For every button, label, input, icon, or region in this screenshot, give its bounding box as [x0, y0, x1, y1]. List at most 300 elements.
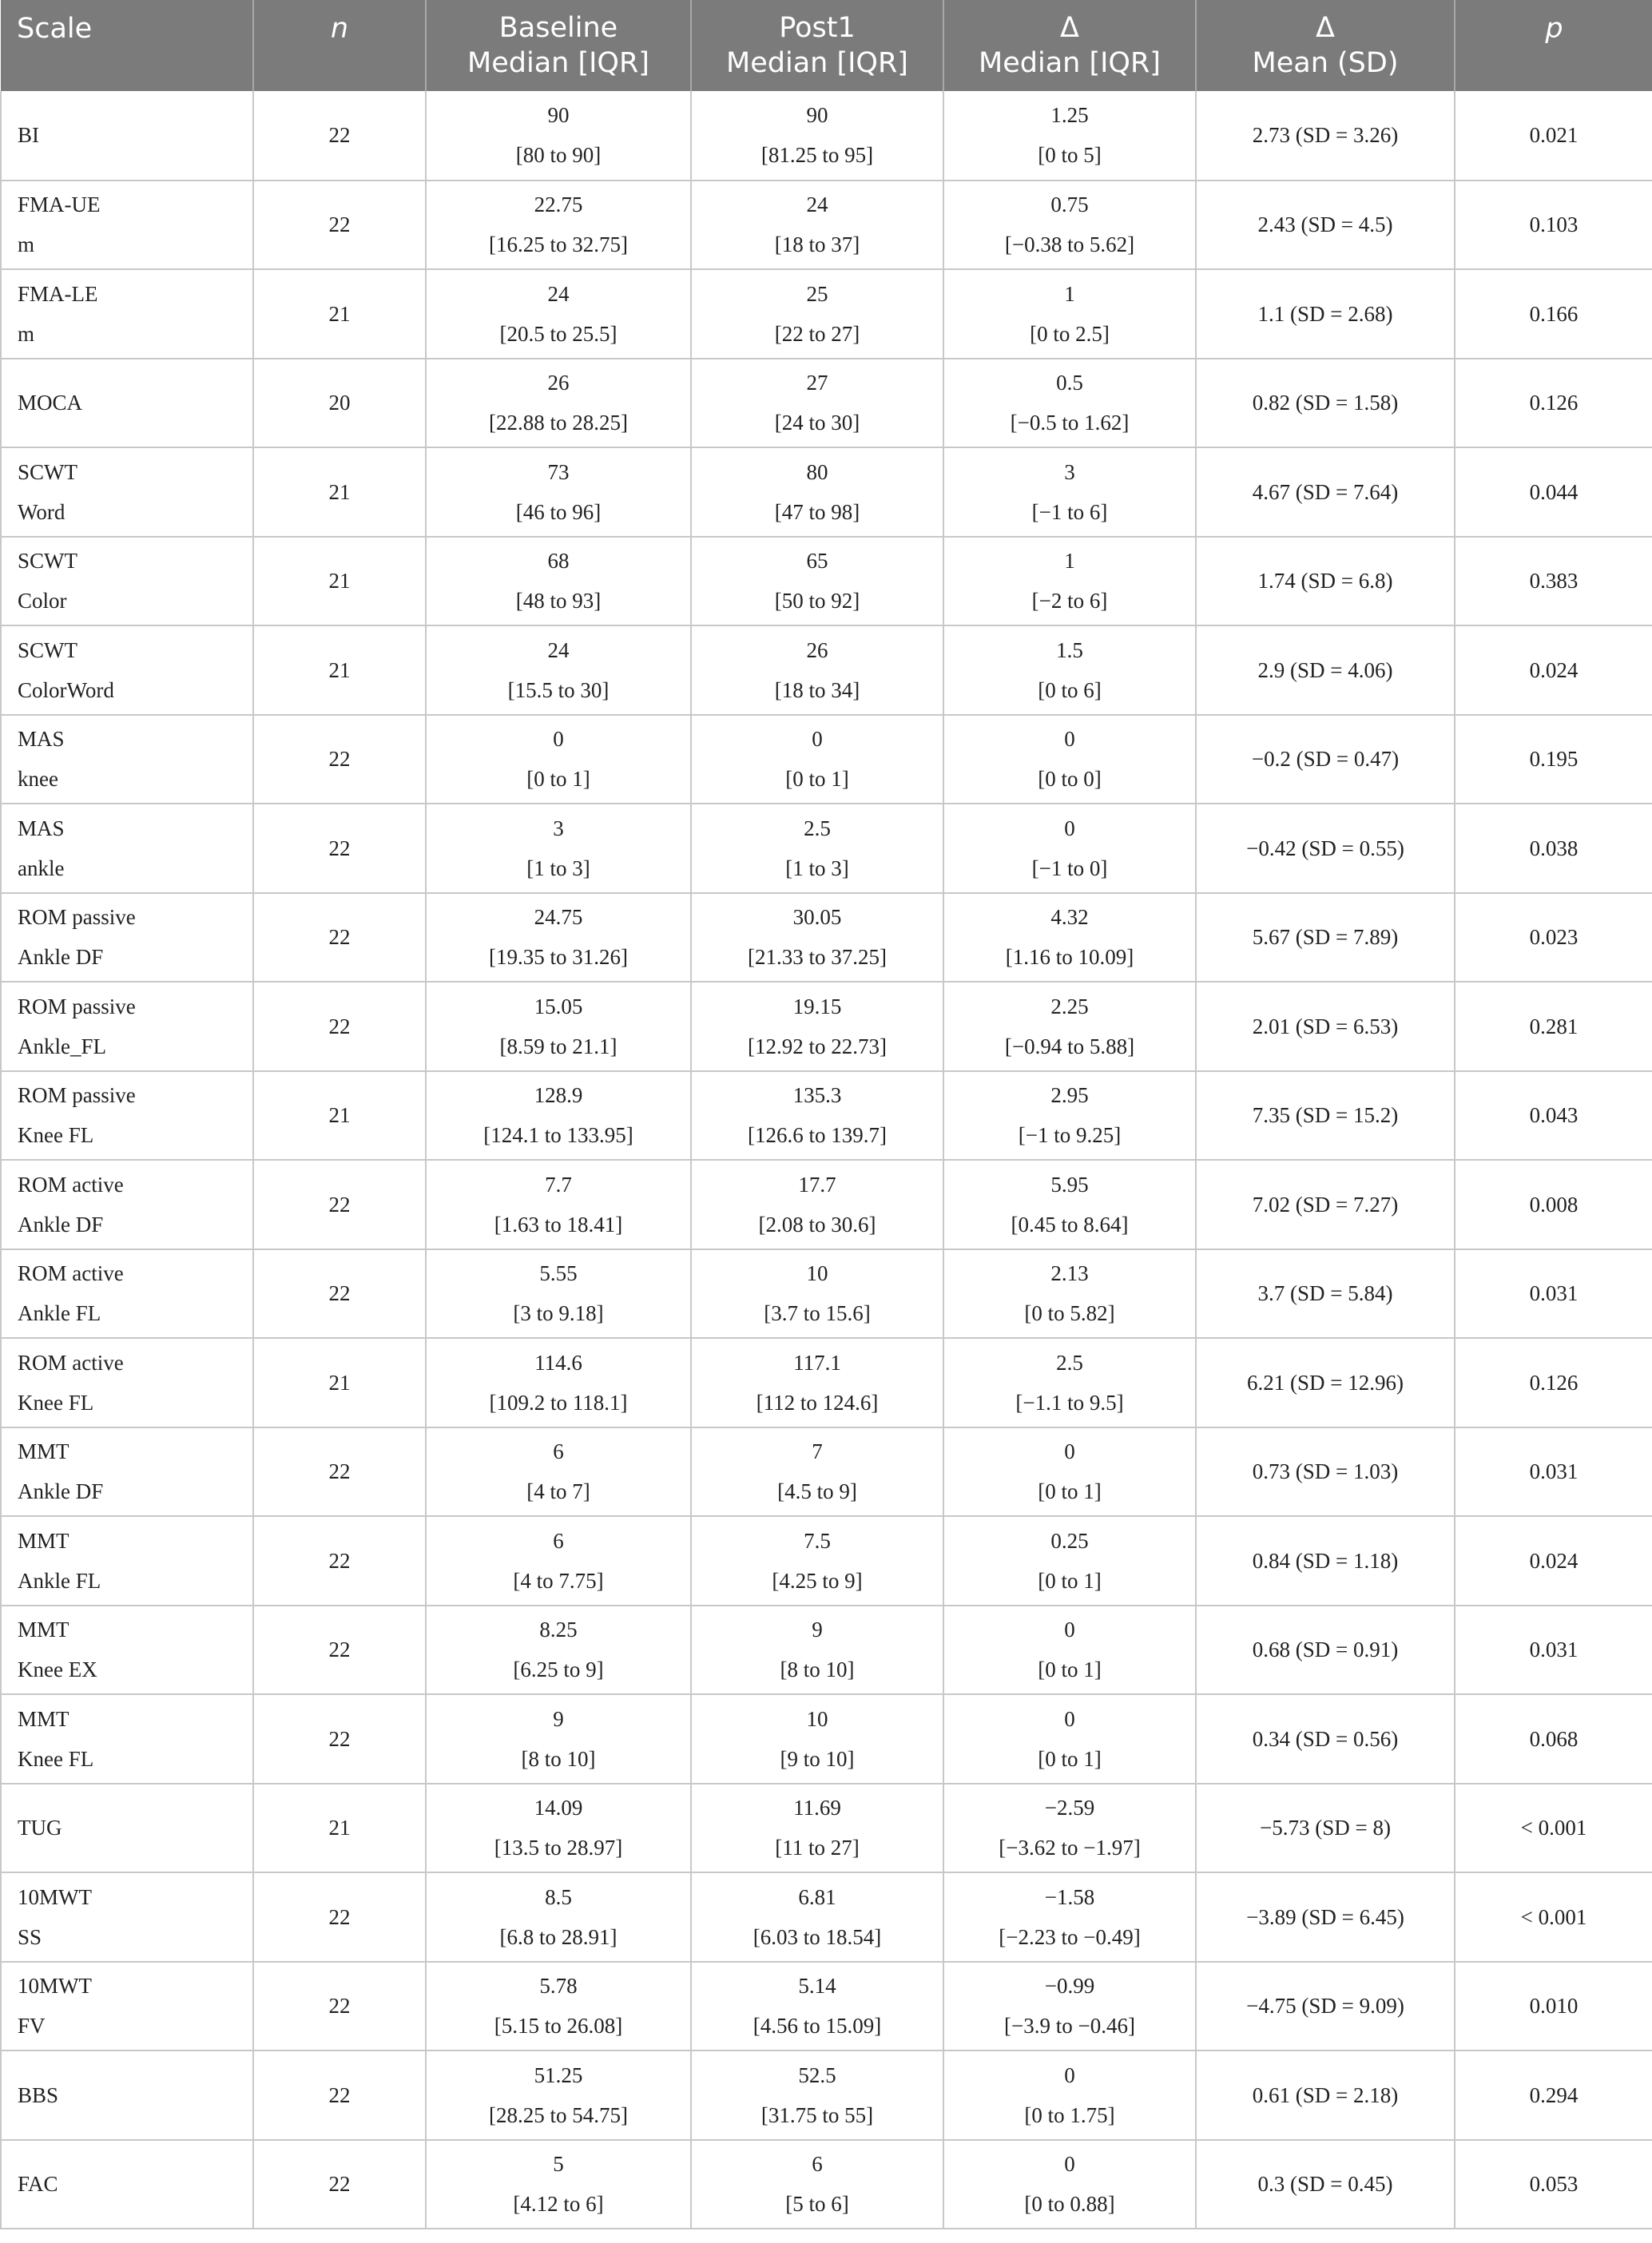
cell-p-value: 0.010	[1455, 1962, 1652, 2051]
cell-baseline-median: 6	[553, 1439, 564, 1464]
cell-post1-iqr: [21.33 to 37.25]	[748, 945, 887, 970]
cell-post1	[691, 1962, 943, 2051]
cell-post1-iqr: [0 to 1]	[785, 767, 849, 792]
cell-delta-mean: 7.35 (SD = 15.2)	[1196, 1071, 1455, 1161]
table-row	[1, 1606, 1652, 1695]
cell-scale	[1, 1606, 253, 1695]
cell-delta-median-median: 3	[1064, 459, 1075, 484]
cell-baseline-iqr: [1.63 to 18.41]	[494, 1212, 623, 1237]
cell-scale	[1, 715, 253, 804]
cell-baseline-median: 68	[547, 549, 570, 574]
cell-p-value: 0.166	[1455, 269, 1652, 359]
header-delta-mean-subtitle: Mean (SD)	[1252, 47, 1399, 79]
scale-name: 10MWT	[18, 1974, 92, 1999]
cell-baseline-iqr: [8 to 10]	[521, 1746, 596, 1771]
cell-n: 22	[253, 1962, 426, 2051]
cell-p-value: 0.024	[1455, 625, 1652, 715]
cell-baseline-iqr: [13.5 to 28.97]	[494, 1836, 623, 1860]
cell-baseline-median: 6	[553, 1528, 564, 1553]
cell-baseline-median: 22.75	[534, 193, 583, 217]
cell-delta-median	[943, 359, 1196, 448]
cell-post1-median: 9	[812, 1618, 823, 1642]
cell-post1-median: 25	[806, 281, 828, 306]
table-row	[1, 1249, 1652, 1339]
cell-delta-median-iqr: [−3.9 to −0.46]	[1004, 2014, 1135, 2039]
cell-delta-median	[943, 625, 1196, 715]
cell-baseline-iqr: [124.1 to 133.95]	[483, 1123, 633, 1148]
cell-post1-iqr: [11 to 27]	[775, 1836, 860, 1860]
cell-p-value: 0.281	[1455, 982, 1652, 1071]
scale-subname: Ankle DF	[18, 945, 104, 970]
cell-scale	[1, 1784, 253, 1873]
cell-n: 22	[253, 181, 426, 270]
cell-n: 22	[253, 715, 426, 804]
cell-delta-median-iqr: [0 to 5]	[1038, 143, 1102, 168]
cell-post1	[691, 1784, 943, 1873]
cell-post1-iqr: [47 to 98]	[774, 499, 860, 524]
cell-baseline	[426, 1160, 691, 1249]
header-delta-median	[943, 0, 1196, 91]
header-baseline-title: Baseline	[498, 12, 618, 44]
cell-scale	[1, 2050, 253, 2140]
cell-post1-iqr: [3.7 to 15.6]	[764, 1301, 871, 1326]
cell-baseline-iqr: [22.88 to 28.25]	[489, 411, 628, 435]
cell-p-value: 0.126	[1455, 1338, 1652, 1427]
cell-post1-iqr: [4.5 to 9]	[777, 1479, 857, 1504]
cell-n: 22	[253, 1160, 426, 1249]
table-row	[1, 1784, 1652, 1873]
cell-baseline-iqr: [4 to 7.75]	[513, 1568, 604, 1593]
cell-baseline-median: 24	[547, 637, 570, 662]
cell-post1-iqr: [4.56 to 15.09]	[753, 2014, 882, 2039]
table-row	[1, 982, 1652, 1071]
cell-delta-mean: 2.73 (SD = 3.26)	[1196, 91, 1455, 181]
cell-post1	[691, 537, 943, 626]
cell-post1	[691, 1160, 943, 1249]
cell-scale	[1, 359, 253, 448]
header-scale: Scale	[1, 0, 253, 91]
cell-delta-median	[943, 715, 1196, 804]
cell-post1-iqr: [6.03 to 18.54]	[753, 1924, 882, 1949]
cell-delta-median-median: 2.13	[1050, 1261, 1089, 1286]
cell-p-value: 0.103	[1455, 181, 1652, 270]
cell-delta-median-median: 5.95	[1050, 1172, 1089, 1197]
header-delta-mean	[1196, 0, 1455, 91]
cell-scale	[1, 1516, 253, 1606]
table-row	[1, 1516, 1652, 1606]
cell-post1	[691, 2140, 943, 2229]
cell-delta-median	[943, 269, 1196, 359]
table-row	[1, 893, 1652, 983]
cell-baseline	[426, 1427, 691, 1517]
header-baseline	[426, 0, 691, 91]
cell-delta-median	[943, 893, 1196, 983]
cell-delta-median-median: 1.5	[1056, 637, 1083, 662]
cell-n: 22	[253, 893, 426, 983]
table-row	[1, 181, 1652, 270]
cell-baseline	[426, 2140, 691, 2229]
cell-delta-median-median: 2.5	[1056, 1350, 1083, 1375]
cell-delta-median-median: −0.99	[1044, 1974, 1095, 1999]
cell-n: 22	[253, 1427, 426, 1517]
cell-post1-median: 11.69	[793, 1796, 841, 1820]
cell-p-value: 0.053	[1455, 2140, 1652, 2229]
cell-p-value: < 0.001	[1455, 1784, 1652, 1873]
cell-delta-mean: 4.67 (SD = 7.64)	[1196, 447, 1455, 537]
cell-scale	[1, 1249, 253, 1339]
scale-name: FMA-LE	[18, 281, 98, 306]
cell-post1-iqr: [18 to 37]	[774, 232, 860, 257]
cell-p-value: 0.126	[1455, 359, 1652, 448]
cell-baseline-median: 24.75	[534, 905, 583, 930]
cell-post1-iqr: [1 to 3]	[785, 856, 849, 880]
cell-baseline	[426, 2050, 691, 2140]
cell-post1	[691, 982, 943, 1071]
cell-p-value: 0.068	[1455, 1694, 1652, 1784]
cell-delta-mean: 2.9 (SD = 4.06)	[1196, 625, 1455, 715]
cell-baseline-median: 9	[553, 1706, 564, 1731]
cell-baseline-iqr: [19.35 to 31.26]	[489, 945, 628, 970]
cell-baseline	[426, 91, 691, 181]
cell-baseline-median: 51.25	[534, 2062, 583, 2087]
cell-delta-median-median: 0.75	[1050, 193, 1089, 217]
cell-delta-median	[943, 1784, 1196, 1873]
cell-n: 20	[253, 359, 426, 448]
cell-baseline	[426, 1784, 691, 1873]
cell-baseline	[426, 269, 691, 359]
cell-delta-mean: 0.34 (SD = 0.56)	[1196, 1694, 1455, 1784]
cell-p-value: 0.294	[1455, 2050, 1652, 2140]
cell-post1-iqr: [126.6 to 139.7]	[748, 1123, 887, 1148]
cell-post1	[691, 1249, 943, 1339]
cell-post1-iqr: [81.25 to 95]	[760, 143, 874, 168]
cell-n: 21	[253, 625, 426, 715]
cell-delta-median	[943, 1872, 1196, 1962]
scale-subname: Knee FL	[18, 1390, 94, 1415]
table-row	[1, 2050, 1652, 2140]
cell-delta-median	[943, 804, 1196, 893]
cell-baseline-median: 8.25	[539, 1618, 578, 1642]
cell-scale	[1, 1160, 253, 1249]
cell-baseline	[426, 1694, 691, 1784]
cell-delta-median-iqr: [0 to 5.82]	[1024, 1301, 1115, 1326]
scale-name: MMT	[18, 1706, 69, 1731]
scale-name: MMT	[18, 1439, 69, 1464]
cell-delta-median-median: 1.25	[1050, 103, 1089, 128]
cell-delta-median-median: −1.58	[1044, 1884, 1095, 1909]
cell-scale	[1, 537, 253, 626]
scale-subname: m	[18, 321, 35, 346]
cell-delta-median	[943, 1516, 1196, 1606]
cell-delta-median-median: 1	[1064, 281, 1075, 306]
cell-delta-median-iqr: [−3.62 to −1.97]	[999, 1836, 1141, 1860]
scale-subname: SS	[18, 1924, 42, 1949]
cell-n: 21	[253, 269, 426, 359]
cell-delta-median-median: 1	[1064, 549, 1075, 574]
cell-delta-median-iqr: [−0.94 to 5.88]	[1004, 1034, 1135, 1058]
cell-baseline-median: 24	[547, 281, 570, 306]
cell-scale	[1, 804, 253, 893]
cell-post1	[691, 1694, 943, 1784]
header-row	[1, 0, 1652, 91]
scale-subname: Ankle_FL	[18, 1034, 106, 1058]
cell-delta-median-iqr: [0 to 1]	[1038, 1746, 1102, 1771]
scale-name: MAS	[18, 727, 65, 752]
cell-n: 22	[253, 1872, 426, 1962]
cell-scale	[1, 2140, 253, 2229]
cell-delta-median	[943, 1606, 1196, 1695]
cell-delta-mean: 3.7 (SD = 5.84)	[1196, 1249, 1455, 1339]
cell-baseline-iqr: [5.15 to 26.08]	[494, 2014, 623, 2039]
header-post1-subtitle: Median [IQR]	[726, 47, 908, 79]
cell-post1-median: 6.81	[798, 1884, 836, 1909]
cell-delta-median-iqr: [−2 to 6]	[1031, 589, 1108, 613]
cell-post1-iqr: [5 to 6]	[785, 2192, 849, 2217]
header-n: n	[253, 0, 426, 91]
header-baseline-subtitle: Median [IQR]	[467, 47, 649, 79]
cell-baseline-median: 7.7	[545, 1172, 572, 1197]
cell-baseline	[426, 1516, 691, 1606]
cell-baseline-iqr: [16.25 to 32.75]	[489, 232, 628, 257]
cell-baseline	[426, 893, 691, 983]
cell-post1-median: 26	[806, 637, 828, 662]
cell-baseline-median: 3	[553, 816, 564, 840]
cell-post1	[691, 181, 943, 270]
cell-baseline	[426, 1071, 691, 1161]
cell-baseline-iqr: [48 to 93]	[515, 589, 602, 613]
cell-delta-median-iqr: [0 to 2.5]	[1030, 321, 1110, 346]
cell-post1	[691, 359, 943, 448]
table-body	[1, 91, 1652, 2229]
table-row	[1, 1962, 1652, 2051]
cell-baseline-median: 15.05	[534, 994, 583, 1018]
scale-name: FMA-UE	[18, 193, 101, 217]
table-row	[1, 2140, 1652, 2229]
cell-scale	[1, 1694, 253, 1784]
cell-delta-mean: 5.67 (SD = 7.89)	[1196, 893, 1455, 983]
scale-name: MMT	[18, 1528, 69, 1553]
scale-subname: ankle	[18, 856, 65, 880]
cell-scale	[1, 447, 253, 537]
cell-delta-median	[943, 2050, 1196, 2140]
cell-post1-median: 52.5	[798, 2062, 836, 2087]
cell-scale	[1, 1338, 253, 1427]
cell-post1-median: 117.1	[793, 1350, 841, 1375]
cell-post1-iqr: [12.92 to 22.73]	[748, 1034, 887, 1058]
table-row	[1, 447, 1652, 537]
cell-post1-median: 7.5	[804, 1528, 831, 1553]
cell-delta-median-median: 0	[1064, 2152, 1075, 2177]
table-row	[1, 91, 1652, 181]
cell-p-value: 0.008	[1455, 1160, 1652, 1249]
cell-post1-median: 90	[806, 103, 828, 128]
cell-delta-median-iqr: [−0.38 to 5.62]	[1004, 232, 1135, 257]
cell-delta-median	[943, 447, 1196, 537]
cell-baseline	[426, 715, 691, 804]
cell-p-value: 0.031	[1455, 1606, 1652, 1695]
cell-p-value: 0.383	[1455, 537, 1652, 626]
scale-name: FAC	[18, 2172, 58, 2197]
cell-scale	[1, 1427, 253, 1517]
header-delta-median-subtitle: Median [IQR]	[979, 47, 1161, 79]
cell-baseline	[426, 359, 691, 448]
cell-delta-median	[943, 1071, 1196, 1161]
cell-delta-median	[943, 1694, 1196, 1784]
scale-name: MOCA	[18, 391, 83, 415]
scale-subname: ColorWord	[18, 677, 114, 702]
cell-post1-median: 27	[806, 371, 828, 395]
scale-subname: FV	[18, 2014, 46, 2039]
cell-post1-iqr: [22 to 27]	[774, 321, 860, 346]
cell-baseline	[426, 982, 691, 1071]
cell-delta-mean: 1.74 (SD = 6.8)	[1196, 537, 1455, 626]
cell-n: 22	[253, 2140, 426, 2229]
cell-post1-iqr: [50 to 92]	[774, 589, 860, 613]
cell-post1-median: 65	[806, 549, 828, 574]
cell-baseline-iqr: [8.59 to 21.1]	[499, 1034, 618, 1058]
cell-post1-median: 5.14	[798, 1974, 836, 1999]
cell-baseline-median: 5.78	[539, 1974, 578, 1999]
cell-baseline-iqr: [80 to 90]	[515, 143, 602, 168]
cell-delta-median-median: 0.25	[1050, 1528, 1089, 1553]
cell-delta-mean: −0.42 (SD = 0.55)	[1196, 804, 1455, 893]
cell-baseline-iqr: [6.25 to 9]	[513, 1657, 604, 1682]
table-row	[1, 1160, 1652, 1249]
cell-delta-median-iqr: [0 to 6]	[1038, 677, 1102, 702]
cell-delta-median-iqr: [0 to 0]	[1038, 767, 1102, 792]
cell-baseline-median: 8.5	[545, 1884, 572, 1909]
scale-name: ROM active	[18, 1172, 124, 1197]
cell-post1	[691, 893, 943, 983]
cell-post1-median: 19.15	[792, 994, 842, 1018]
cell-delta-mean: 0.68 (SD = 0.91)	[1196, 1606, 1455, 1695]
cell-scale	[1, 1872, 253, 1962]
scale-name: BBS	[18, 2082, 59, 2107]
cell-delta-mean: 0.3 (SD = 0.45)	[1196, 2140, 1455, 2229]
header-delta-mean-title: Δ	[1316, 12, 1335, 44]
table-row	[1, 269, 1652, 359]
cell-scale	[1, 181, 253, 270]
cell-post1	[691, 804, 943, 893]
cell-scale	[1, 893, 253, 983]
cell-post1-median: 10	[806, 1706, 828, 1731]
cell-delta-median	[943, 91, 1196, 181]
cell-baseline-median: 128.9	[534, 1083, 583, 1108]
cell-post1-median: 17.7	[798, 1172, 836, 1197]
cell-scale	[1, 1071, 253, 1161]
table-row	[1, 359, 1652, 448]
cell-post1-median: 7	[812, 1439, 823, 1464]
cell-n: 21	[253, 1784, 426, 1873]
cell-delta-median	[943, 1962, 1196, 2051]
scale-name: ROM passive	[18, 905, 136, 930]
cell-delta-median	[943, 1249, 1196, 1339]
header-post1	[691, 0, 943, 91]
cell-post1-iqr: [4.25 to 9]	[772, 1568, 863, 1593]
cell-baseline-median: 5.55	[539, 1261, 578, 1286]
cell-delta-mean: 7.02 (SD = 7.27)	[1196, 1160, 1455, 1249]
table-row	[1, 1872, 1652, 1962]
cell-n: 21	[253, 1338, 426, 1427]
cell-post1-median: 6	[812, 2152, 823, 2177]
cell-post1	[691, 269, 943, 359]
cell-delta-median-iqr: [0.45 to 8.64]	[1011, 1212, 1129, 1237]
scale-subname: Knee FL	[18, 1123, 94, 1148]
cell-post1	[691, 1606, 943, 1695]
scale-subname: Color	[18, 589, 67, 613]
cell-delta-mean: 2.01 (SD = 6.53)	[1196, 982, 1455, 1071]
cell-baseline-iqr: [6.8 to 28.91]	[499, 1924, 618, 1949]
cell-delta-median-iqr: [0 to 0.88]	[1024, 2192, 1115, 2217]
cell-delta-median-median: 0	[1064, 1618, 1075, 1642]
cell-post1	[691, 625, 943, 715]
cell-baseline-iqr: [15.5 to 30]	[507, 677, 610, 702]
cell-delta-median-median: 0	[1064, 1706, 1075, 1731]
cell-delta-median-iqr: [0 to 1]	[1038, 1568, 1102, 1593]
cell-baseline	[426, 804, 691, 893]
cell-delta-median-median: 2.25	[1050, 994, 1089, 1018]
cell-post1	[691, 1427, 943, 1517]
cell-post1-iqr: [24 to 30]	[774, 411, 860, 435]
cell-p-value: 0.044	[1455, 447, 1652, 537]
cell-scale	[1, 269, 253, 359]
cell-post1-median: 135.3	[792, 1083, 842, 1108]
cell-post1-iqr: [9 to 10]	[780, 1746, 855, 1771]
cell-post1	[691, 715, 943, 804]
table-row	[1, 1338, 1652, 1427]
cell-delta-mean: −0.2 (SD = 0.47)	[1196, 715, 1455, 804]
table-row	[1, 537, 1652, 626]
cell-delta-median-median: 0	[1064, 2062, 1075, 2087]
cell-post1-median: 10	[806, 1261, 828, 1286]
scale-name: BI	[18, 123, 39, 148]
cell-scale	[1, 1962, 253, 2051]
cell-baseline	[426, 1872, 691, 1962]
cell-scale	[1, 91, 253, 181]
cell-baseline	[426, 1338, 691, 1427]
cell-delta-median-iqr: [1.16 to 10.09]	[1005, 945, 1134, 970]
cell-delta-median-iqr: [−1 to 9.25]	[1018, 1123, 1122, 1148]
cell-post1	[691, 1338, 943, 1427]
scale-name: SCWT	[18, 549, 78, 574]
cell-n: 21	[253, 537, 426, 626]
cell-delta-mean: 6.21 (SD = 12.96)	[1196, 1338, 1455, 1427]
cell-baseline	[426, 447, 691, 537]
cell-delta-median	[943, 1160, 1196, 1249]
cell-n: 22	[253, 1694, 426, 1784]
cell-p-value: 0.031	[1455, 1427, 1652, 1517]
scale-name: MAS	[18, 816, 65, 840]
cell-baseline	[426, 537, 691, 626]
cell-post1	[691, 1872, 943, 1962]
cell-delta-mean: −4.75 (SD = 9.09)	[1196, 1962, 1455, 2051]
cell-delta-mean: −5.73 (SD = 8)	[1196, 1784, 1455, 1873]
cell-delta-median	[943, 1427, 1196, 1517]
cell-post1	[691, 91, 943, 181]
table-row	[1, 715, 1652, 804]
cell-n: 21	[253, 447, 426, 537]
cell-delta-mean: 0.73 (SD = 1.03)	[1196, 1427, 1455, 1517]
cell-baseline-median: 73	[547, 459, 570, 484]
cell-baseline-iqr: [4 to 7]	[526, 1479, 590, 1504]
scale-name: ROM passive	[18, 994, 136, 1018]
cell-delta-median	[943, 2140, 1196, 2229]
cell-p-value: < 0.001	[1455, 1872, 1652, 1962]
cell-delta-mean: 0.84 (SD = 1.18)	[1196, 1516, 1455, 1606]
header-delta-median-title: Δ	[1060, 12, 1079, 44]
cell-delta-mean: 1.1 (SD = 2.68)	[1196, 269, 1455, 359]
cell-delta-mean: 2.43 (SD = 4.5)	[1196, 181, 1455, 270]
